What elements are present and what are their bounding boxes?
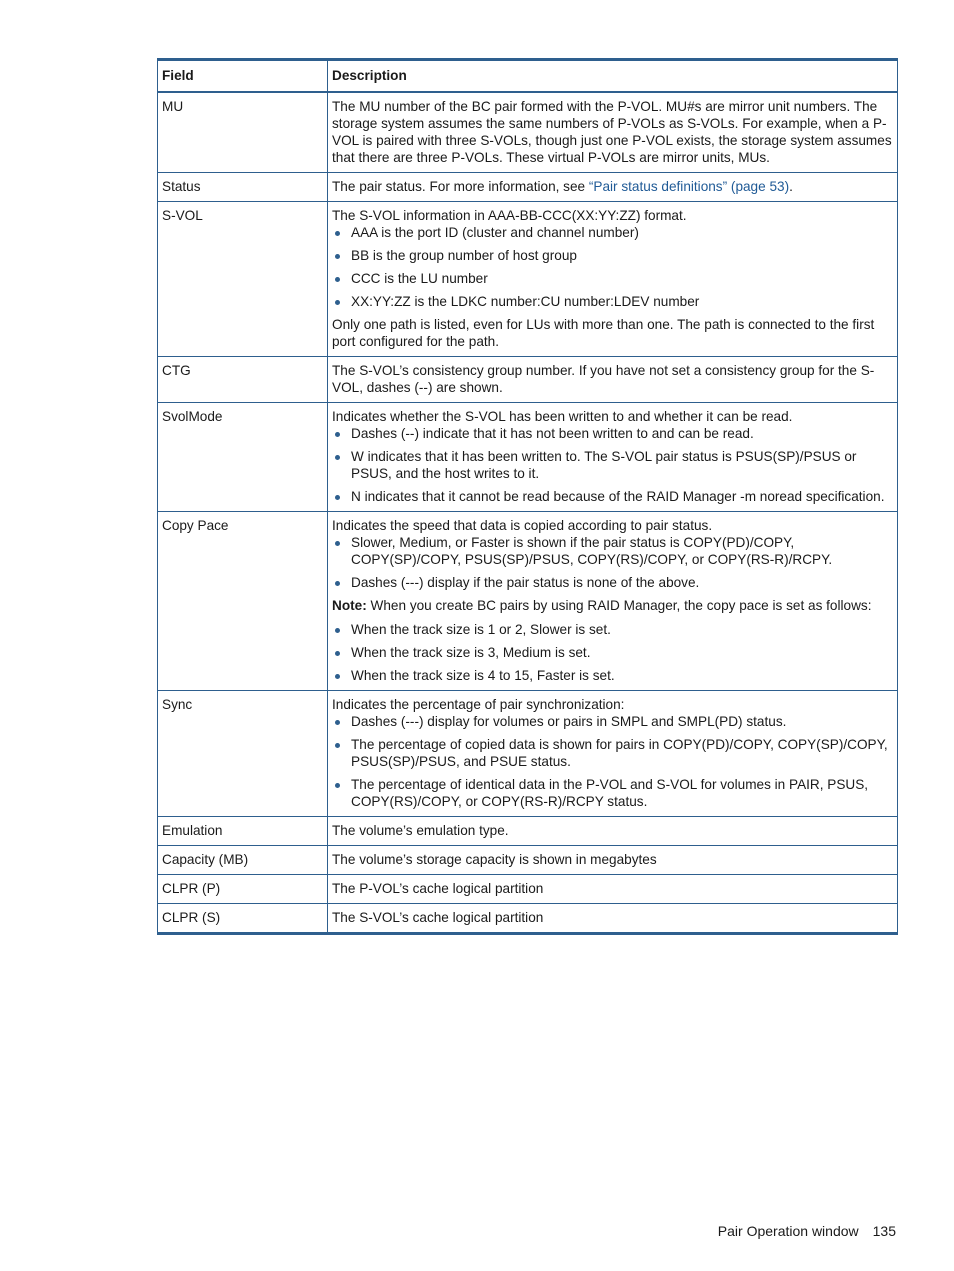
bullet-list xyxy=(332,534,892,591)
list-item-text: XX:YY:ZZ is the LDKC number:CU number:LDEV number xyxy=(351,294,700,309)
field-cell: S-VOL xyxy=(158,202,328,357)
page-number: 135 xyxy=(872,1223,896,1239)
bullet-icon xyxy=(335,277,340,282)
table-row-clpr-s xyxy=(158,904,898,934)
bullet-icon xyxy=(335,743,340,748)
list-item xyxy=(332,534,892,568)
list-item xyxy=(332,574,892,591)
list-item xyxy=(332,247,892,264)
description-text: Indicates the speed that data is copied according to pair status. xyxy=(332,518,713,533)
list-item-text: The percentage of identical data in the P-VOL and S-VOL for volumes in PAIR, PSUS, COPY(RS)/COPY, or COPY(RS-R)/RCPY status. xyxy=(351,777,869,809)
description-cell: The P-VOL’s cache logical partition xyxy=(328,875,898,904)
list-item xyxy=(332,224,892,241)
table-row-copy-pace xyxy=(158,512,898,691)
list-item-text: Slower, Medium, or Faster is shown if the pair status is COPY(PD)/COPY, COPY(SP)/COPY, PSUS(SP)/PSUS, COPY(RS)/COPY, or COPY(RS-R)/RCPY. xyxy=(351,535,833,567)
bullet-icon xyxy=(335,231,340,236)
field-cell: Capacity (MB) xyxy=(158,846,328,875)
table-row-sync xyxy=(158,691,898,817)
list-item-text: Dashes (---) display if the pair status is none of the above. xyxy=(351,575,700,590)
list-item-text: When the track size is 3, Medium is set. xyxy=(351,645,591,660)
field-cell: Emulation xyxy=(158,817,328,846)
field-cell: Status xyxy=(158,173,328,202)
description-cell xyxy=(328,512,898,691)
bullet-list xyxy=(332,224,892,310)
description-text: Indicates the percentage of pair synchronization: xyxy=(332,697,625,712)
list-item xyxy=(332,293,892,310)
description-text-end: . xyxy=(789,179,793,194)
list-item-text: AAA is the port ID (cluster and channel number) xyxy=(351,225,639,240)
note-label: Note: xyxy=(332,598,367,613)
field-cell: MU xyxy=(158,92,328,173)
table-row-mu xyxy=(158,92,898,173)
field-cell: CLPR (S) xyxy=(158,904,328,934)
field-description-table xyxy=(157,58,898,935)
description-text: The pair status. For more information, see xyxy=(332,179,589,194)
list-item xyxy=(332,667,892,684)
list-item-text: Dashes (--) indicate that it has not been written to and can be read. xyxy=(351,426,754,441)
list-item-text: BB is the group number of host group xyxy=(351,248,577,263)
list-item xyxy=(332,713,892,730)
table-header-row xyxy=(158,60,898,93)
table-row-svolmode xyxy=(158,403,898,512)
bullet-icon xyxy=(335,495,340,500)
table-row-emulation xyxy=(158,817,898,846)
bullet-icon xyxy=(335,674,340,679)
footer-section-title: Pair Operation window xyxy=(717,1223,859,1239)
bullet-list xyxy=(332,425,892,505)
field-cell: Sync xyxy=(158,691,328,817)
bullet-list xyxy=(332,713,892,810)
bullet-icon xyxy=(335,720,340,725)
note xyxy=(332,597,892,614)
list-item xyxy=(332,621,892,638)
bullet-icon xyxy=(335,783,340,788)
description-cell xyxy=(328,691,898,817)
table-row-clpr-p xyxy=(158,875,898,904)
page-footer xyxy=(718,1223,896,1239)
field-cell: SvolMode xyxy=(158,403,328,512)
description-cell: The MU number of the BC pair formed with the P-VOL. MU#s are mirror unit numbers. The storage system assumes the same numbers of P-VOLs as S-VOLs. For example, when a P-VOL is paired with three S-VOLs, though just one P-VOL exists, the storage system assumes that there are three P-VOLs. These virtual P-VOLs are mirror units, MUs. xyxy=(328,92,898,173)
bullet-icon xyxy=(335,581,340,586)
list-item-text: N indicates that it cannot be read because of the RAID Manager -m noread specification. xyxy=(351,489,885,504)
list-item-text: Dashes (---) display for volumes or pairs in SMPL and SMPL(PD) status. xyxy=(351,714,787,729)
bullet-icon xyxy=(335,300,340,305)
table-row-capacity xyxy=(158,846,898,875)
table-row-svol xyxy=(158,202,898,357)
header-description: Description xyxy=(328,60,898,93)
list-item xyxy=(332,736,892,770)
list-item-text: When the track size is 4 to 15, Faster is set. xyxy=(351,668,615,683)
list-item xyxy=(332,488,892,505)
note-text: When you create BC pairs by using RAID Manager, the copy pace is set as follows: xyxy=(366,598,872,613)
list-item-text: When the track size is 1 or 2, Slower is set. xyxy=(351,622,611,637)
list-item xyxy=(332,644,892,661)
description-cell: The S-VOL’s consistency group number. If you have not set a consistency group for the S-VOL, dashes (--) are shown. xyxy=(328,357,898,403)
pair-status-definitions-link[interactable]: “Pair status definitions” (page 53) xyxy=(588,179,790,194)
bullet-icon xyxy=(335,432,340,437)
description-cell xyxy=(328,202,898,357)
description-cell: The volume’s emulation type. xyxy=(328,817,898,846)
list-item xyxy=(332,448,892,482)
description-text: The S-VOL information in AAA-BB-CCC(XX:YY:ZZ) format. xyxy=(332,208,687,223)
field-cell: Copy Pace xyxy=(158,512,328,691)
list-item xyxy=(332,776,892,810)
list-item-text: W indicates that it has been written to. The S-VOL pair status is PSUS(SP)/PSUS or PSUS, and the host writes to it. xyxy=(351,449,857,481)
field-cell: CLPR (P) xyxy=(158,875,328,904)
table-row-status xyxy=(158,173,898,202)
description-footnote: Only one path is listed, even for LUs with more than one. The path is connected to the first port configured for the path. xyxy=(332,317,875,349)
bullet-icon xyxy=(335,254,340,259)
description-cell xyxy=(328,173,898,202)
bullet-icon xyxy=(335,651,340,656)
field-cell: CTG xyxy=(158,357,328,403)
bullet-icon xyxy=(335,455,340,460)
description-cell: The S-VOL’s cache logical partition xyxy=(328,904,898,934)
list-item xyxy=(332,270,892,287)
description-text: Indicates whether the S-VOL has been written to and whether it can be read. xyxy=(332,409,793,424)
bullet-icon xyxy=(335,628,340,633)
description-cell xyxy=(328,403,898,512)
description-cell: The volume’s storage capacity is shown in megabytes xyxy=(328,846,898,875)
table-row-ctg xyxy=(158,357,898,403)
list-item xyxy=(332,425,892,442)
bullet-icon xyxy=(335,541,340,546)
note-bullet-list xyxy=(332,621,892,684)
list-item-text: The percentage of copied data is shown for pairs in COPY(PD)/COPY, COPY(SP)/COPY, PSUS(SP)/PSUS, and PSUE status. xyxy=(351,737,888,769)
list-item-text: CCC is the LU number xyxy=(351,271,488,286)
header-field: Field xyxy=(158,60,328,93)
